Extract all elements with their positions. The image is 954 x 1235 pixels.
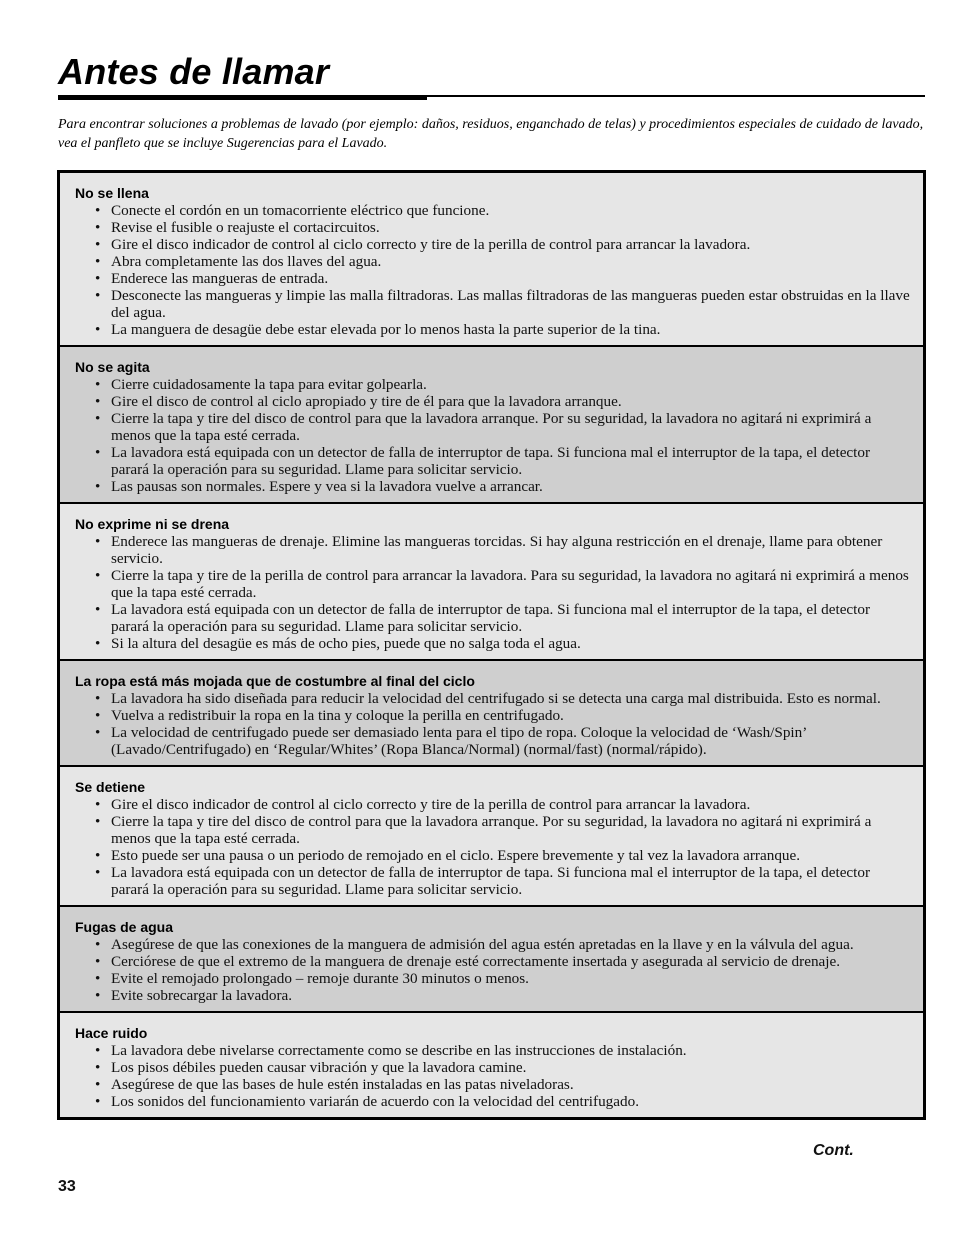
solution-item: • Cierre la tapa y tire de la perilla de control para arrancar la lavadora. Para su seguridad, la lavadora no agitará ni exprimirá a menos que la tapa esté cerrada. xyxy=(111,567,911,601)
solution-list xyxy=(75,796,911,898)
solution-item: • Cierre la tapa y tire del disco de control para que la lavadora arranque. Por su seguridad, la lavadora no agitará ni exprimirá a menos que la tapa esté cerrada. xyxy=(111,410,911,444)
problem-heading: Hace ruido xyxy=(75,1025,148,1041)
problem-section xyxy=(60,173,923,345)
solution-item: • La lavadora ha sido diseñada para reducir la velocidad del centrifugado si se detecta una carga mal distribuida. Esto es normal. xyxy=(111,690,911,707)
solution-list xyxy=(75,376,911,495)
solution-item: • Evite sobrecargar la lavadora. xyxy=(111,987,911,1004)
solution-item: • Gire el disco indicador de control al ciclo correcto y tire de la perilla de control para arrancar la lavadora. xyxy=(111,236,911,253)
solution-item: • Conecte el cordón en un tomacorriente eléctrico que funcione. xyxy=(111,202,911,219)
solution-list xyxy=(75,690,911,758)
problem-section xyxy=(60,1011,923,1117)
solution-item: • Cerciórese de que el extremo de la manguera de drenaje esté correctamente insertada y asegurada al servicio de drenaje. xyxy=(111,953,911,970)
solution-list xyxy=(75,1042,911,1110)
solution-item: • La lavadora está equipada con un detector de falla de interruptor de tapa. Si funciona mal el interruptor de la tapa, el detector parará la operación para su seguridad. Llame para solicitar servicio. xyxy=(111,601,911,635)
problem-heading: No se agita xyxy=(75,359,150,375)
solution-item: • Revise el fusible o reajuste el cortacircuitos. xyxy=(111,219,911,236)
solution-item: • Vuelva a redistribuir la ropa en la tina y coloque la perilla en centrifugado. xyxy=(111,707,911,724)
problem-section xyxy=(60,765,923,905)
problem-heading: Se detiene xyxy=(75,779,146,795)
continued-label: Cont. xyxy=(813,1142,854,1159)
solution-item: • Esto puede ser una pausa o un periodo de remojado en el ciclo. Espere brevemente y tal vez la lavadora arranque. xyxy=(111,847,911,864)
problem-section xyxy=(60,905,923,1011)
problem-section xyxy=(60,502,923,659)
solution-list xyxy=(75,936,911,1004)
solution-item: • Si la altura del desagüe es más de ocho pies, puede que no salga toda el agua. xyxy=(111,635,911,652)
solution-item: • Cierre la tapa y tire del disco de control para que la lavadora arranque. Por su seguridad, la lavadora no agitará ni exprimirá a menos que la tapa esté cerrada. xyxy=(111,813,911,847)
problem-heading: La ropa está más mojada que de costumbre al final del ciclo xyxy=(75,673,475,689)
problem-section xyxy=(60,345,923,502)
solution-item: • Gire el disco indicador de control al ciclo correcto y tire de la perilla de control para arrancar la lavadora. xyxy=(111,796,911,813)
solution-list xyxy=(75,533,911,652)
solution-item: • Cierre cuidadosamente la tapa para evitar golpearla. xyxy=(111,376,911,393)
solution-item: • La manguera de desagüe debe estar elevada por lo menos hasta la parte superior de la tina. xyxy=(111,321,911,338)
solution-item: • La velocidad de centrifugado puede ser demasiado lenta para el tipo de ropa. Coloque la velocidad de ‘Wash/Spin’ (Lavado/Centrifugado) en ‘Regular/Whites’ (Ropa Blanca/Normal) (normal/fast) (normal/rápido). xyxy=(111,724,911,758)
page-title: Antes de llamar xyxy=(58,51,330,92)
solution-item: • Las pausas son normales. Espere y vea si la lavadora vuelve a arrancar. xyxy=(111,478,911,495)
solution-list xyxy=(75,202,911,338)
solution-item: • La lavadora está equipada con un detector de falla de interruptor de tapa. Si funciona mal el interruptor de la tapa, el detector parará la operación para su seguridad. Llame para solicitar servicio. xyxy=(111,864,911,898)
intro-paragraph: Para encontrar soluciones a problemas de lavado (por ejemplo: daños, residuos, enganchado de telas) y procedimientos especiales de cuidado de lavado, vea el panfleto que se incluye Sugerencias para el Lavado. xyxy=(58,117,924,151)
solution-item: • La lavadora debe nivelarse correctamente como se describe en las instrucciones de instalación. xyxy=(111,1042,911,1059)
solution-item: • Asegúrese de que las bases de hule estén instaladas en las patas niveladoras. xyxy=(111,1076,911,1093)
problem-heading: No exprime ni se drena xyxy=(75,516,230,532)
solution-item: • Abra completamente las dos llaves del agua. xyxy=(111,253,911,270)
solution-item: • Los sonidos del funcionamiento variarán de acuerdo con la velocidad del centrifugado. xyxy=(111,1093,911,1110)
solution-item: • Asegúrese de que las conexiones de la manguera de admisión del agua estén apretadas en la llave y en la válvula del agua. xyxy=(111,936,911,953)
problem-heading: No se llena xyxy=(75,185,149,201)
solution-item: • Enderece las mangueras de entrada. xyxy=(111,270,911,287)
solution-item: • Evite el remojado prolongado – remoje durante 30 minutos o menos. xyxy=(111,970,911,987)
solution-item: • La lavadora está equipada con un detector de falla de interruptor de tapa. Si funciona mal el interruptor de la tapa, el detector parará la operación para su seguridad. Llame para solicitar servicio. xyxy=(111,444,911,478)
problem-heading: Fugas de agua xyxy=(75,919,174,935)
title-rule-accent xyxy=(58,95,427,100)
solution-item: • Gire el disco de control al ciclo apropiado y tire de él para que la lavadora arranque. xyxy=(111,393,911,410)
troubleshooting-table xyxy=(57,170,926,1120)
solution-item: • Desconecte las mangueras y limpie las malla filtradoras. Las mallas filtradoras de las mangueras pueden estar obstruidas en la llave del agua. xyxy=(111,287,911,321)
solution-item: • Enderece las mangueras de drenaje. Elimine las mangueras torcidas. Si hay alguna restricción en el drenaje, llame para obtener servicio. xyxy=(111,533,911,567)
problem-section xyxy=(60,659,923,765)
page-number: 33 xyxy=(58,1178,76,1195)
solution-item: • Los pisos débiles pueden causar vibración y que la lavadora camine. xyxy=(111,1059,911,1076)
